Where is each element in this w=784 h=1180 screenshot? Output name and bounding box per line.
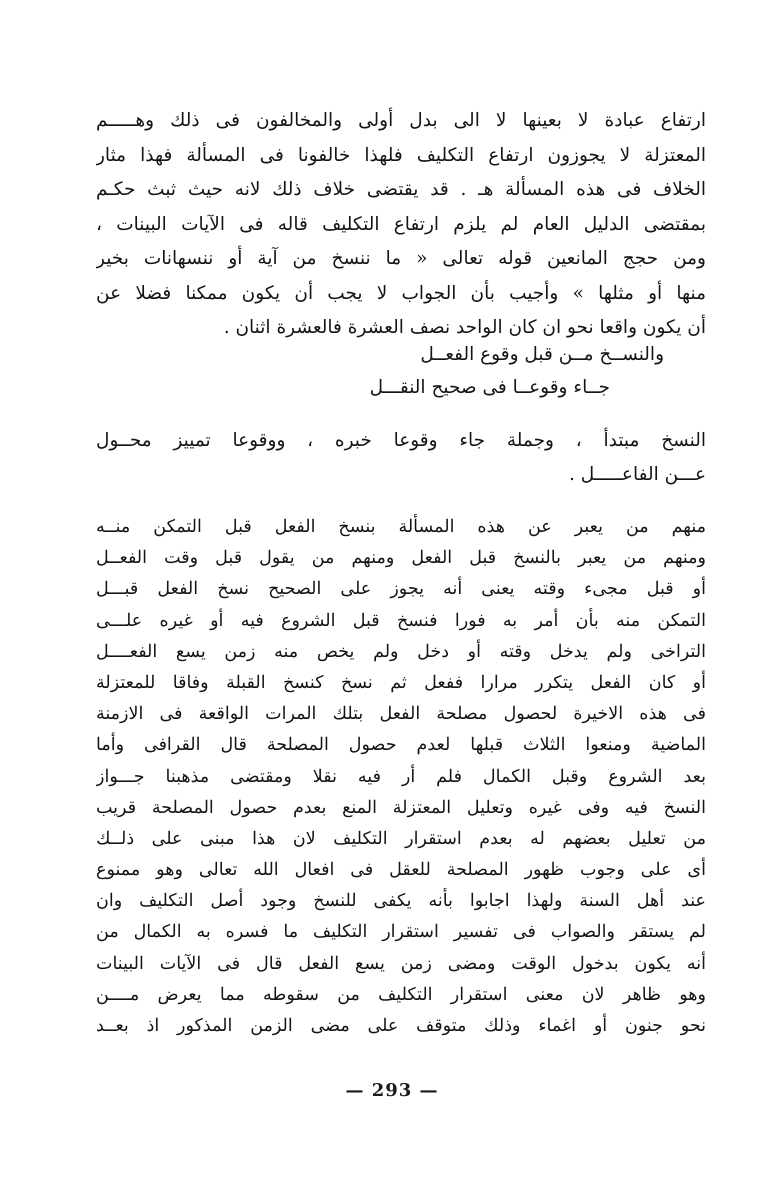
text-line: التراخى ولم يدخل وقته أو دخل ولم يخص منه زمن يسع الفعــــل bbox=[96, 641, 706, 662]
text-line: أو كان الفعل يتكرر مرارا ففعل ثم نسخ كنسخ القبلة وفاقا للمعتزلة bbox=[96, 672, 706, 693]
text-line: الخلاف فى هذه المسألة هـ . قد يقتضى خلاف ذلك لانه حيث ثبث حكـم bbox=[96, 179, 706, 200]
text-line: عـــن الفاعـــــل . bbox=[569, 464, 706, 485]
text-line: منهم من يعبر عن هذه المسألة بنسخ الفعل قبل التمكن منــه bbox=[96, 517, 706, 537]
text-line: ارتفاع عبادة لا بعينها لا الى بدل أولى والمخالفون فى ذلك وهـــــم bbox=[96, 110, 706, 131]
text-line: عند أهل السنة ولهذا اجابوا بأنه يكفى للنسخ وجود أصل التكليف وان bbox=[96, 891, 706, 912]
text-line: أى على وجوب ظهور المصلحة للعقل فى افعال الله تعالى وهو ممنوع bbox=[96, 860, 706, 881]
text-line: وهو ظاهر لان معنى استقرار التكليف من سقوطه مما يعرض مــــن bbox=[96, 984, 706, 1005]
paragraph-2 bbox=[96, 424, 706, 492]
verse bbox=[96, 338, 706, 404]
page-number: — 293 — bbox=[345, 1080, 439, 1101]
text-line: أو قبل مجىء وقته يعنى أنه يجوز على الصحيح نسخ الفعل قبـــل bbox=[96, 579, 706, 600]
text-line: التمكن منه بأن أمر به فورا فنسخ قبل الشروع فيه أو غيره علـــى bbox=[96, 610, 706, 631]
text-line: لم يستقر والصواب فى تفسير استقرار التكليف ما فسره به الكمال من bbox=[96, 922, 706, 943]
text-line: النسخ فيه وفى غيره وتعليل المعتزلة المنع بعدم حصول المصلحة قريب bbox=[96, 797, 706, 818]
text-line: منها أو مثلها » وأجيب بأن الجواب لا يجب أن يكون ممكنا فضلا عن bbox=[96, 282, 706, 304]
verse-line-1: والنســخ مــن قبل وقوع الفعــل bbox=[420, 344, 664, 365]
text-line: أن يكون واقعا نحو ان كان الواحد نصف العشرة فالعشرة اثنان . bbox=[223, 317, 706, 338]
text-line: بعد الشروع وقبل الكمال فلم أر فيه نقلا ومقتضى مذهبنا جـــواز bbox=[96, 766, 706, 787]
text-line: الماضية ومنعوا الثلاث قبلها لعدم حصول المصلحة قال القرافى وأما bbox=[96, 735, 706, 756]
text-line: ومن حجج المانعين قوله تعالى « ما ننسخ من آية أو ننسهانات بخير bbox=[96, 248, 706, 269]
text-line: أنه يكون بدخول الوقت ومضى زمن يسع الفعل قال فى الآيات البينات bbox=[96, 953, 706, 974]
verse-line-2: جــاء وقوعــا فى صحيح النقـــل bbox=[369, 377, 610, 398]
paragraph-3 bbox=[96, 512, 706, 1042]
text-line: المعتزلة لا يجوزون ارتفاع التكليف فلهذا خالفونا فى المسألة فهذا مثار bbox=[96, 144, 706, 166]
text-line: النسخ مبتدأ ، وجملة جاء وقوعا خبره ، ووقوعا تمييز محــول bbox=[96, 430, 706, 451]
text-line: من تعليل بعضهم له بعدم استقرار التكليف لان هذا مبنى على ذلــك bbox=[96, 828, 706, 849]
text-line: فى هذه الاخيرة لحصول مصلحة الفعل بتلك المرات الواقعة فى الازمنة bbox=[96, 704, 706, 725]
text-line: بمقتضى الدليل العام لم يلزم ارتفاع التكليف قاله فى الآيات البينات ، bbox=[96, 213, 706, 235]
paragraph-1 bbox=[96, 104, 706, 346]
text-line: ومنهم من يعبر بالنسخ قبل الفعل ومنهم من يقول قبل وقت الفعــل bbox=[96, 548, 706, 569]
text-line: نحو جنون أو اغماء وذلك متوقف على مضى الزمن المذكور اذ بعــد bbox=[96, 1016, 706, 1036]
